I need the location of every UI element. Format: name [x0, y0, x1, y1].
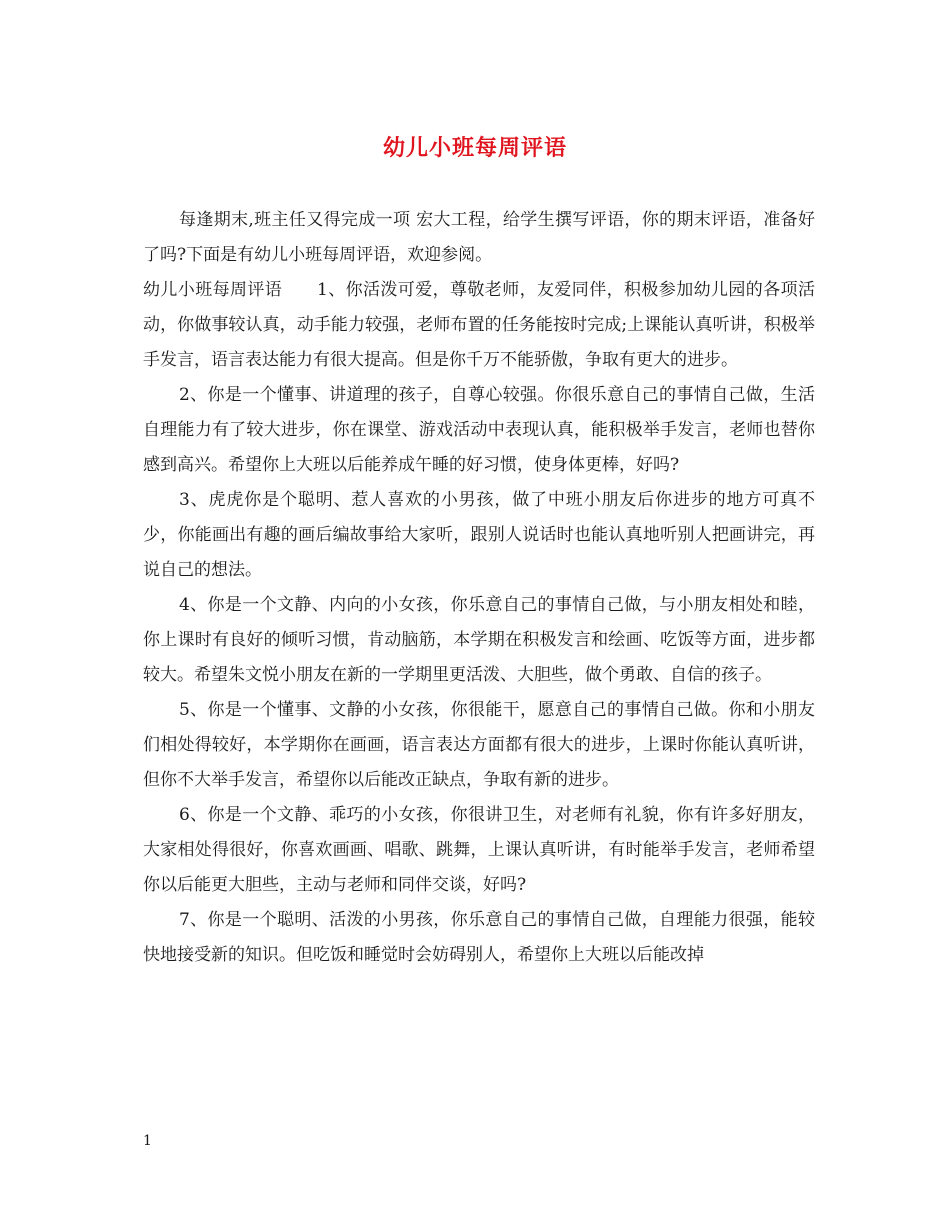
intro-paragraph: 每逢期末,班主任又得完成一项 宏大工程，给学生撰写评语，你的期末评语，准备好了吗?下面是有幼儿小班每周评语，欢迎参阅。	[143, 210, 815, 265]
comment-paragraph-1: 幼儿小班每周评语 1、你活泼可爱，尊敬老师，友爱同伴，积极参加幼儿园的各项活动，你做事较认真，动手能力较强，老师布置的任务能按时完成;上课能认真听讲，积极举手发言，语言表达能力有很大提高。但是你千万不能骄傲，争取有更大的进步。	[143, 280, 815, 370]
comment-paragraph-6: 6、你是一个文静、乖巧的小女孩，你很讲卫生，对老师有礼貌，你有许多好朋友，大家相处得很好，你喜欢画画、唱歌、跳舞，上课认真听讲，有时能举手发言，老师希望你以后能更大胆些，主动与老师和同伴交谈，好吗?	[143, 805, 815, 895]
document-body	[143, 203, 815, 973]
comment-paragraph-4: 4、你是一个文静、内向的小女孩，你乐意自己的事情自己做，与小朋友相处和睦，你上课时有良好的倾听习惯，肯动脑筋，本学期在积极发言和绘画、吃饭等方面，进步都较大。希望朱文悦小朋友在新的一学期里更活泼、大胆些，做个勇敢、自信的孩子。	[143, 595, 815, 685]
comment-paragraph-2: 2、你是一个懂事、讲道理的孩子，自尊心较强。你很乐意自己的事情自己做，生活自理能力有了较大进步，你在课堂、游戏活动中表现认真，能积极举手发言，老师也替你感到高兴。希望你上大班以后能养成午睡的好习惯，使身体更棒，好吗?	[143, 385, 815, 475]
comment-paragraph-7: 7、你是一个聪明、活泼的小男孩，你乐意自己的事情自己做，自理能力很强，能较快地接受新的知识。但吃饭和睡觉时会妨碍别人，希望你上大班以后能改掉	[143, 910, 815, 965]
comment-paragraph-3: 3、虎虎你是个聪明、惹人喜欢的小男孩，做了中班小朋友后你进步的地方可真不少，你能画出有趣的画后编故事给大家听，跟别人说话时也能认真地听别人把画讲完，再说自己的想法。	[143, 490, 815, 580]
comment-paragraph-5: 5、你是一个懂事、文静的小女孩，你很能干，愿意自己的事情自己做。你和小朋友们相处得较好，本学期你在画画，语言表达方面都有很大的进步，上课时你能认真听讲，但你不大举手发言，希望你以后能改正缺点，争取有新的进步。	[143, 700, 815, 790]
page-number: 1	[143, 1133, 152, 1149]
document-title: 幼儿小班每周评语	[382, 135, 567, 161]
